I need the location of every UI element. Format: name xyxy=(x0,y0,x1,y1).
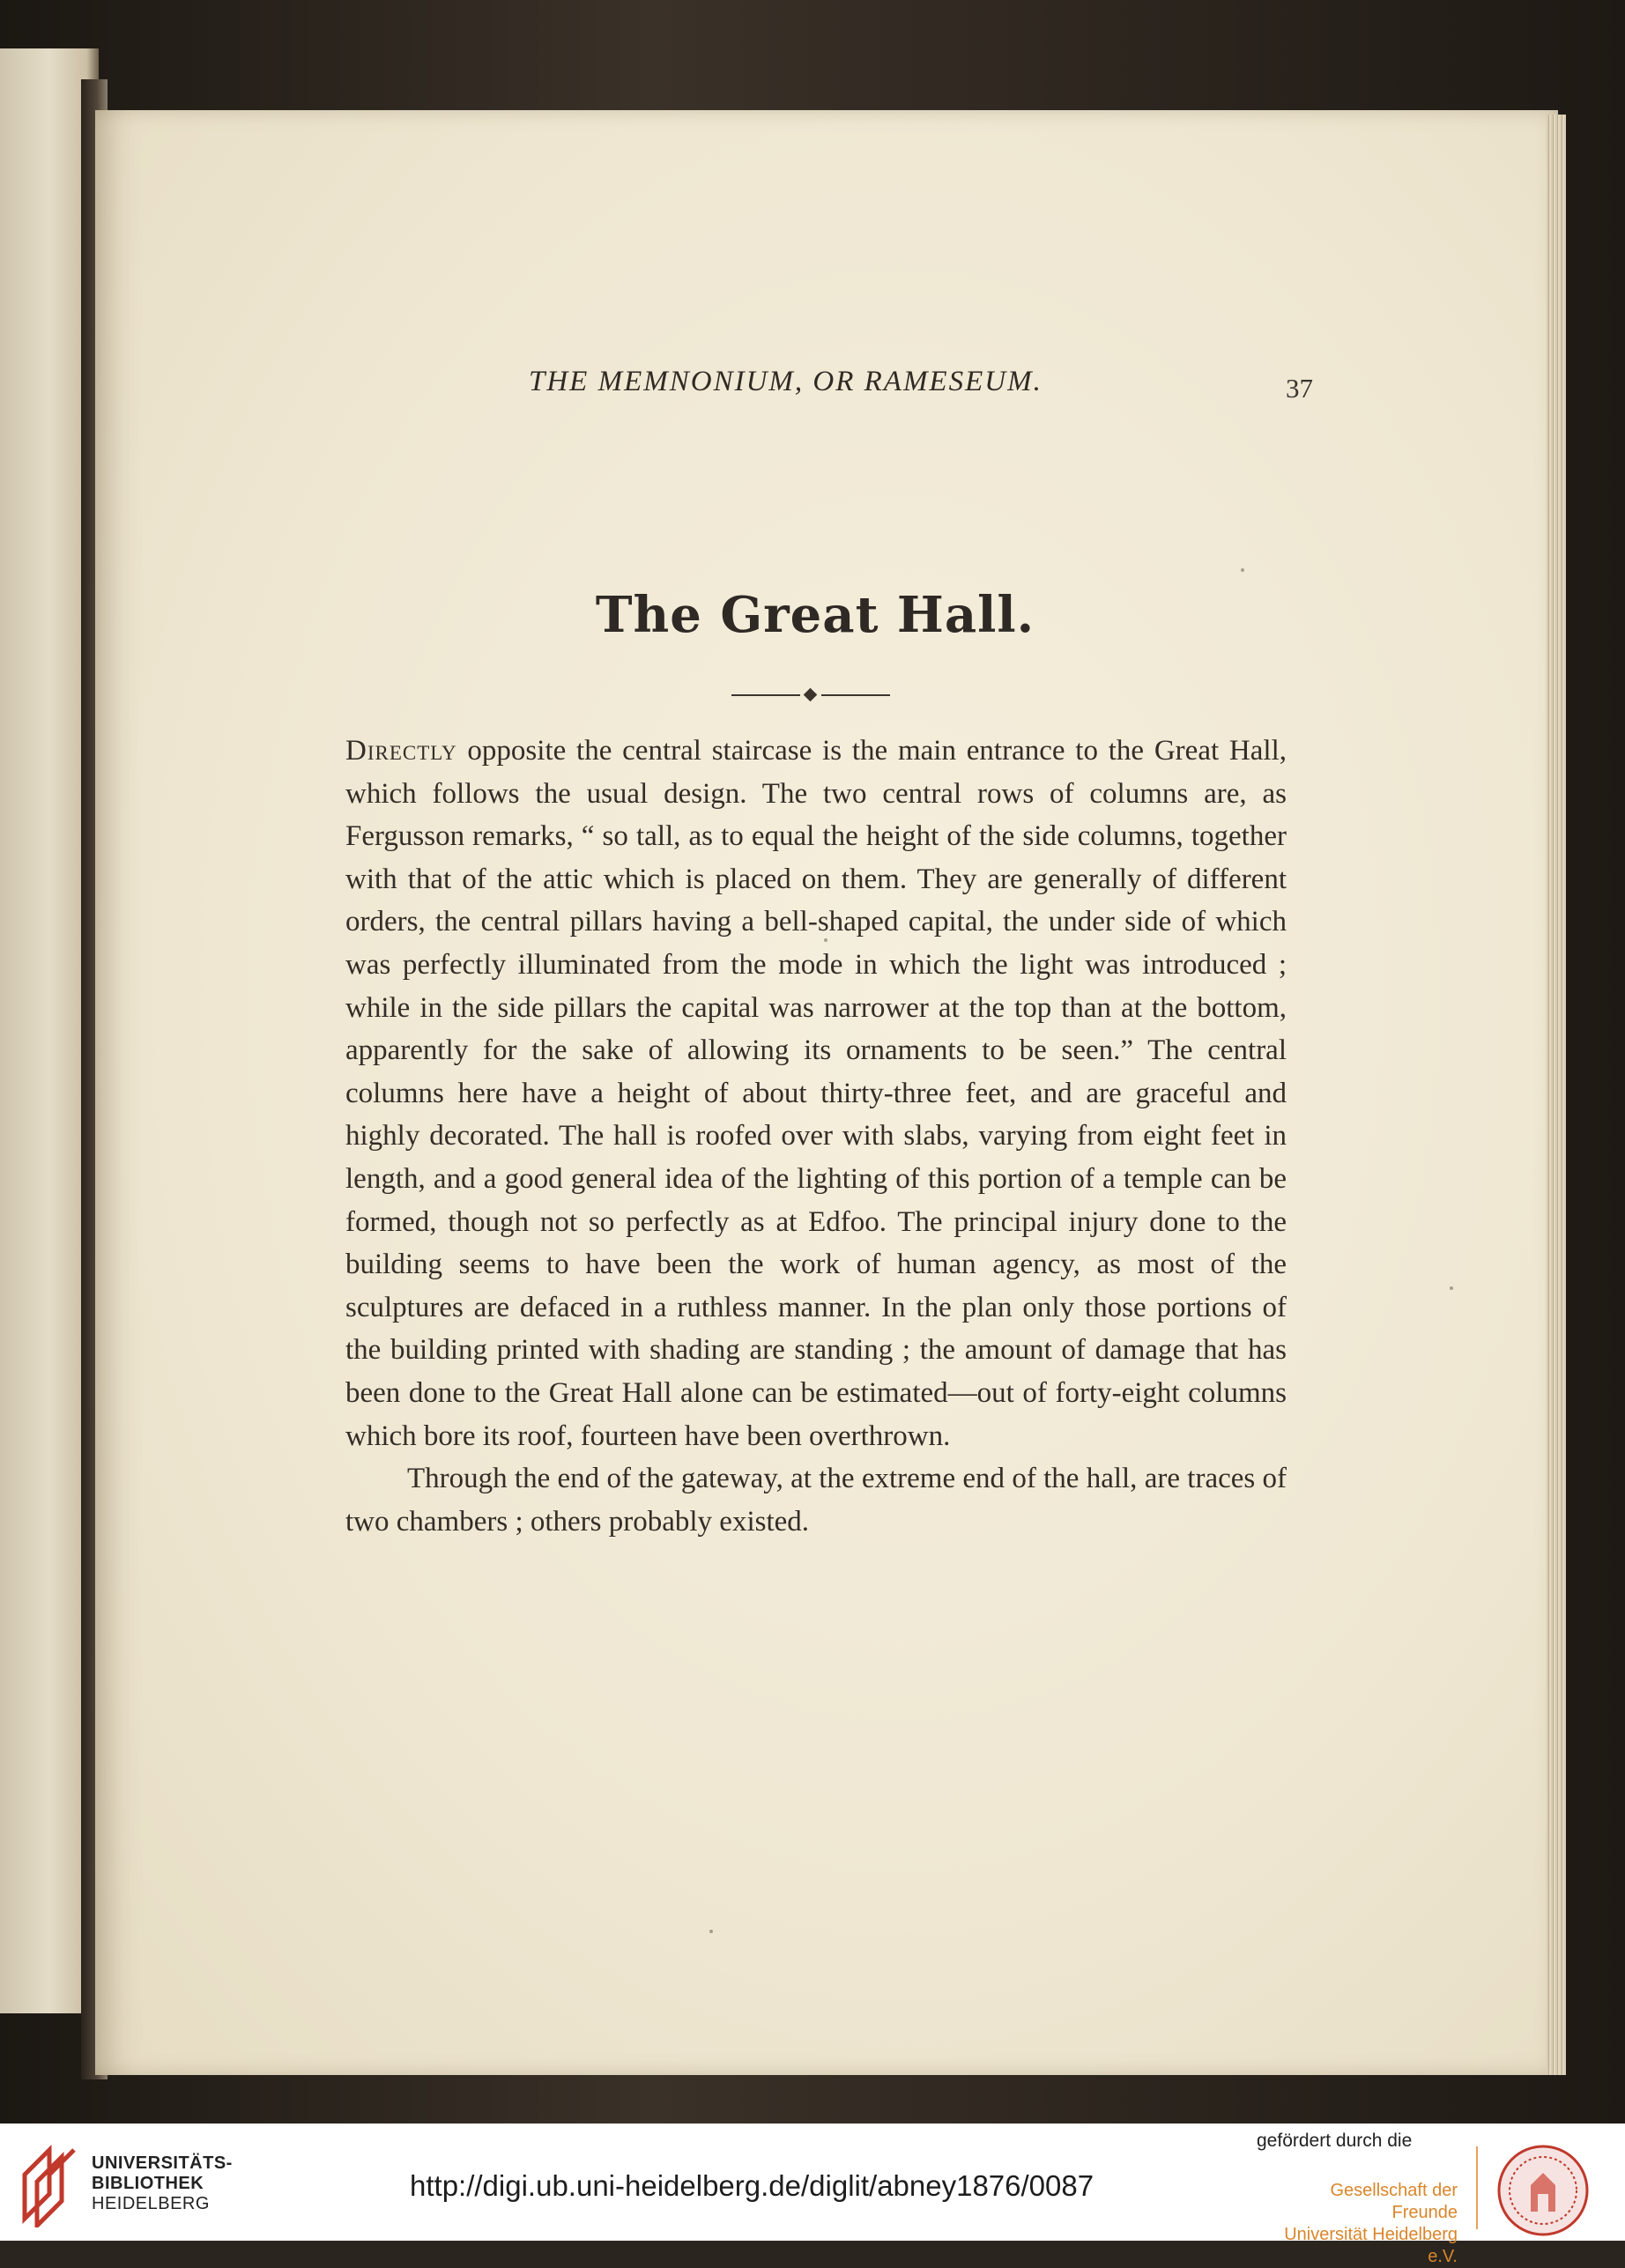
body-text xyxy=(345,730,1287,1543)
footer-bar xyxy=(0,2123,1625,2266)
library-line-3: HEIDELBERG xyxy=(92,2194,210,2213)
permalink-url[interactable]: http://digi.ub.uni-heidelberg.de/diglit/abney1876/0087 xyxy=(410,2169,1094,2202)
sponsor-line-1: Gesellschaft der Freunde xyxy=(1330,2181,1458,2222)
chapter-title: The Great Hall. xyxy=(595,586,1035,644)
sponsor-line-2: Universität Heidelberg e.V. xyxy=(1284,2225,1458,2266)
library-name[interactable] xyxy=(92,2153,233,2214)
paragraph-1-text: opposite the central staircase is the main entrance to the Great Hall, which follows the usual design. The two central rows of columns are, as Fergusson remarks, “ so tall, as to equal the height of the side columns, together with that of the attic which is placed on them. They are generally of different orders, the central pillars having a bell-shaped capital, the under side of which was perfectly illuminated from the mode in which the light was introduced ; while in the side pillars the capital was narrower at the top than at the bottom, apparently for the sake of allowing its ornaments to be seen.” The central columns here have a height of about thirty-three feet, and are graceful and highly decorated. The hall is roofed over with slabs, varying from eight feet in length, and a good general idea of the lighting of this portion of a temple can be formed, though not so perfectly as at Edfoo. The principal injury done to the building seems to have been the work of human agency, as most of the sculptures are defaced in a ruthless manner. In the plan only those portions of the building printed with shading are standing ; the amount of damage that has been done to the Great Hall alone can be estimated—out of forty-eight columns which bore its roof, fourteen have been overthrown. xyxy=(345,735,1287,1452)
drop-word: Directly xyxy=(345,735,457,767)
paragraph-2: Through the end of the gateway, at the extreme end of the hall, are traces of two chambers ; others probably existed. xyxy=(345,1463,1287,1538)
paper-speck xyxy=(1450,1286,1453,1290)
paper-speck xyxy=(1241,568,1244,572)
paragraph-1 xyxy=(345,730,1287,1457)
sponsor-divider xyxy=(1476,2146,1478,2229)
page-number: 37 xyxy=(1286,373,1313,404)
library-line-1: UNIVERSITÄTS- xyxy=(92,2153,233,2173)
page-stack-edge xyxy=(1547,115,1566,2075)
paper-speck xyxy=(709,1930,713,1933)
university-seal-icon[interactable] xyxy=(1495,2143,1591,2238)
title-ornament-divider xyxy=(731,688,890,702)
ub-heidelberg-logo-icon[interactable] xyxy=(19,2139,81,2227)
running-head: THE MEMNONIUM, OR RAMESEUM. xyxy=(529,366,1043,397)
library-line-2: BIBLIOTHEK xyxy=(92,2174,204,2193)
page-header xyxy=(529,366,1313,419)
sponsor-name[interactable] xyxy=(1264,2180,1458,2268)
paper-speck xyxy=(824,938,827,942)
sponsor-label: gefördert durch die xyxy=(1257,2131,1413,2151)
